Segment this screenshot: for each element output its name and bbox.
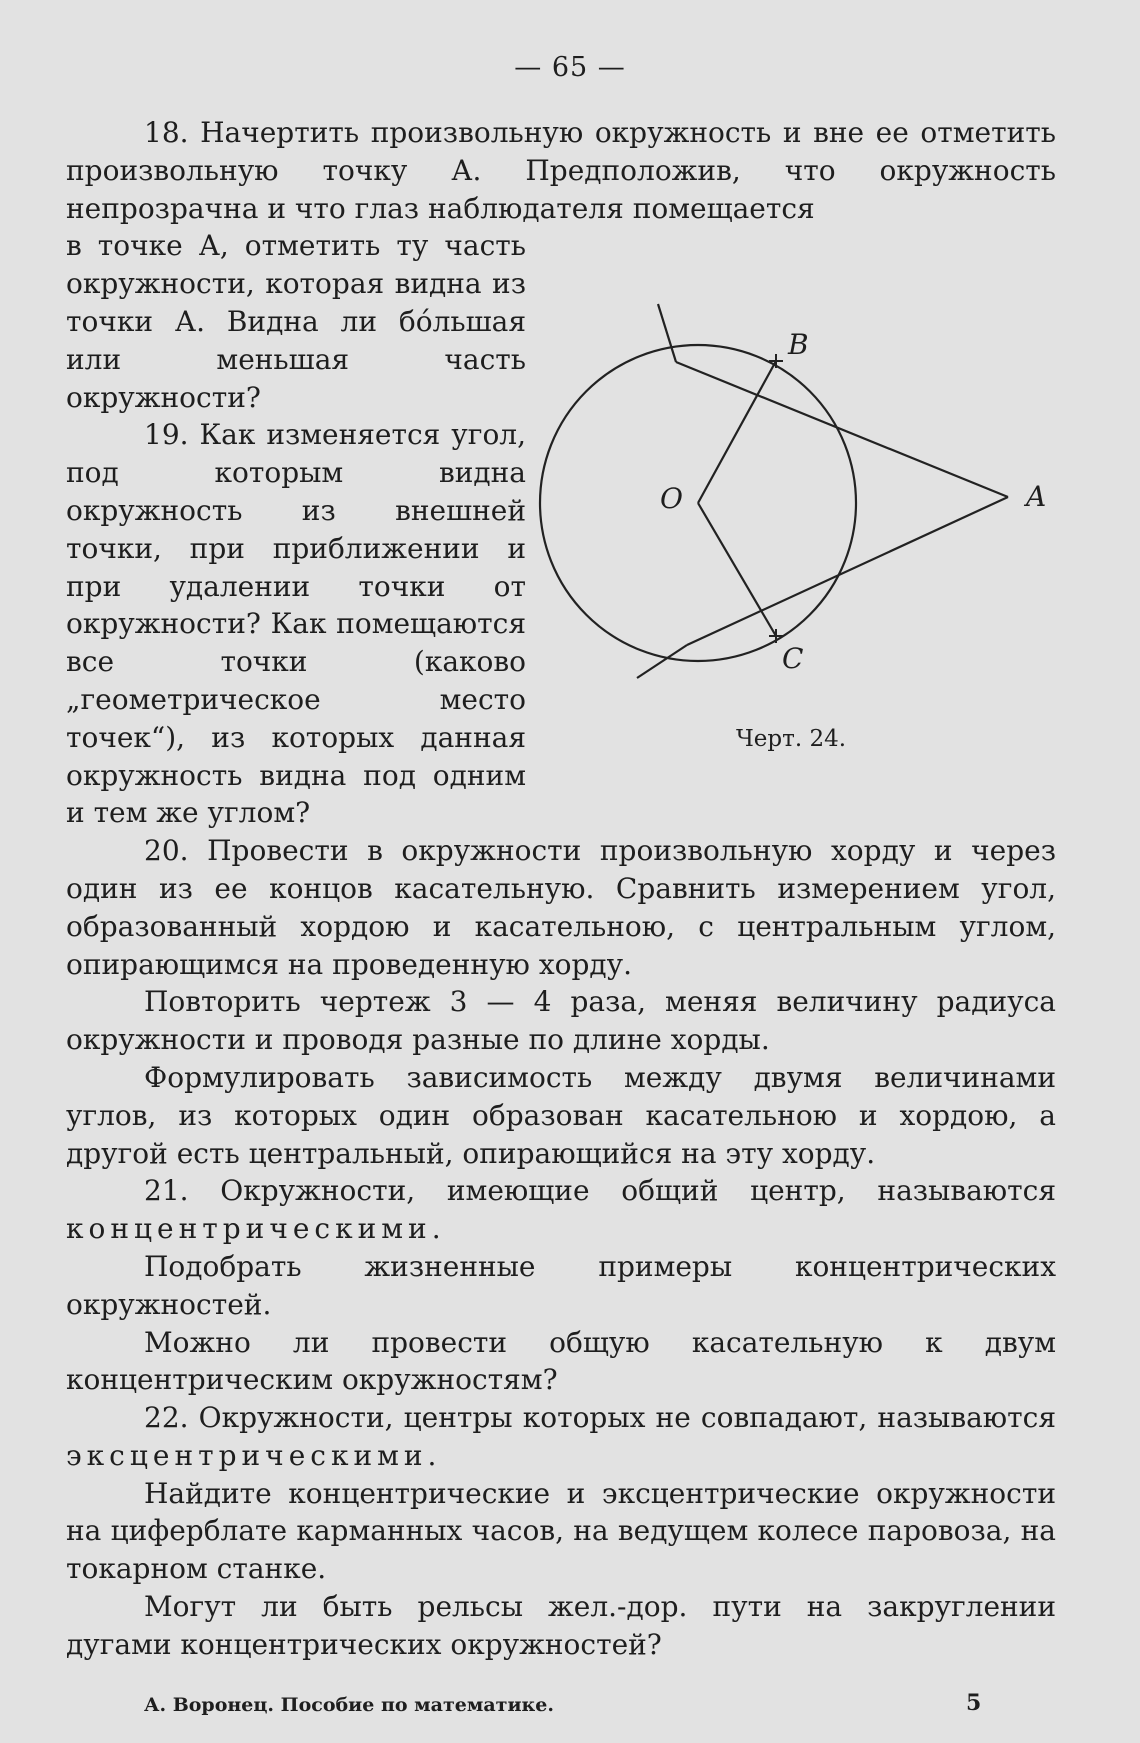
point-c-mark (769, 629, 783, 643)
problem-22-text (66, 1399, 1056, 1475)
label-b: B (788, 328, 809, 361)
problem-22-find: Найдите концентрические и эксцентрические окружности на циферблате карманных часов, на ведущем колесе паровоза, на токарном станке. (66, 1476, 1056, 1586)
tangent-line-ab (676, 362, 1008, 497)
problem-22-question: Могут ли быть рельсы жел.-дор. пути на закруглении дугами концентрических окружностей? (66, 1590, 1056, 1661)
label-o: O (660, 482, 683, 515)
problem-22-lead: 22. Окружности, центры которых не совпадают, называются (144, 1401, 1056, 1435)
label-a: A (1026, 480, 1047, 513)
figure-24 (520, 296, 1060, 736)
problem-21-examples: Подобрать жизненные примеры концентрических окружностей. (66, 1249, 1056, 1321)
footer-sheet-number: 5 (966, 1690, 982, 1716)
problem-20-text: 20. Провести в окружности произвольную хорду и через один из ее концов касательную. Сравнить измерением угол, образованный хордою и касательною, с центральным углом, опирающимся на проведенную хорду. (66, 834, 1056, 981)
page-number: — 65 — (514, 52, 626, 83)
point-b-mark (769, 354, 783, 368)
wrapped-column (66, 227, 526, 832)
problem-19-text: 19. Как изменяется угол, под которым видна окружность из внешней точки, при приближении и при удалении точки от окружности? Как помещаются все точки (каково „геометрическое место точек“), из которых данная окружность видна под одним и тем же углом? (66, 418, 526, 830)
term-concentric: концентрическими. (66, 1212, 446, 1246)
problem-20-formulate: Формулировать зависимость между двумя величинами углов, из которых один образован касательною и хордою, а другой есть центральный, опирающийся на эту хорду. (66, 1060, 1056, 1170)
term-eccentric: эксцентрическими. (66, 1438, 442, 1472)
tangent-extension-b (658, 304, 676, 362)
radius-ob (698, 361, 776, 503)
radius-oc (698, 503, 776, 636)
footer-signature: А. Воронец. Пособие по математике. (144, 1694, 554, 1716)
label-c: C (782, 642, 804, 675)
tangent-line-ac (687, 497, 1008, 645)
tangent-extension-c (637, 645, 687, 678)
problem-18-text: 18. Начертить произвольную окружность и вне ее отметить произвольную точку А. Предположив, что окружность непрозрачна и что глаз наблюдателя помещается (66, 116, 1056, 225)
problem-21-text (66, 1172, 1056, 1248)
figure-caption: Черт. 24. (736, 726, 847, 752)
problem-20-repeat: Повторить чертеж 3 — 4 раза, меняя величину радиуса окружности и проводя разные по длине хорды. (66, 985, 1056, 1057)
problem-21-question: Можно ли провести общую касательную к двум концентрическим окружностям? (66, 1325, 1056, 1397)
problem-18-continued: в точке А, отметить ту часть окружности, которая видна из точки А. Видна ли бóльшая или меньшая часть окружности? (66, 229, 526, 414)
problem-21-lead: 21. Окружности, имеющие общий центр, называются (144, 1174, 1056, 1208)
